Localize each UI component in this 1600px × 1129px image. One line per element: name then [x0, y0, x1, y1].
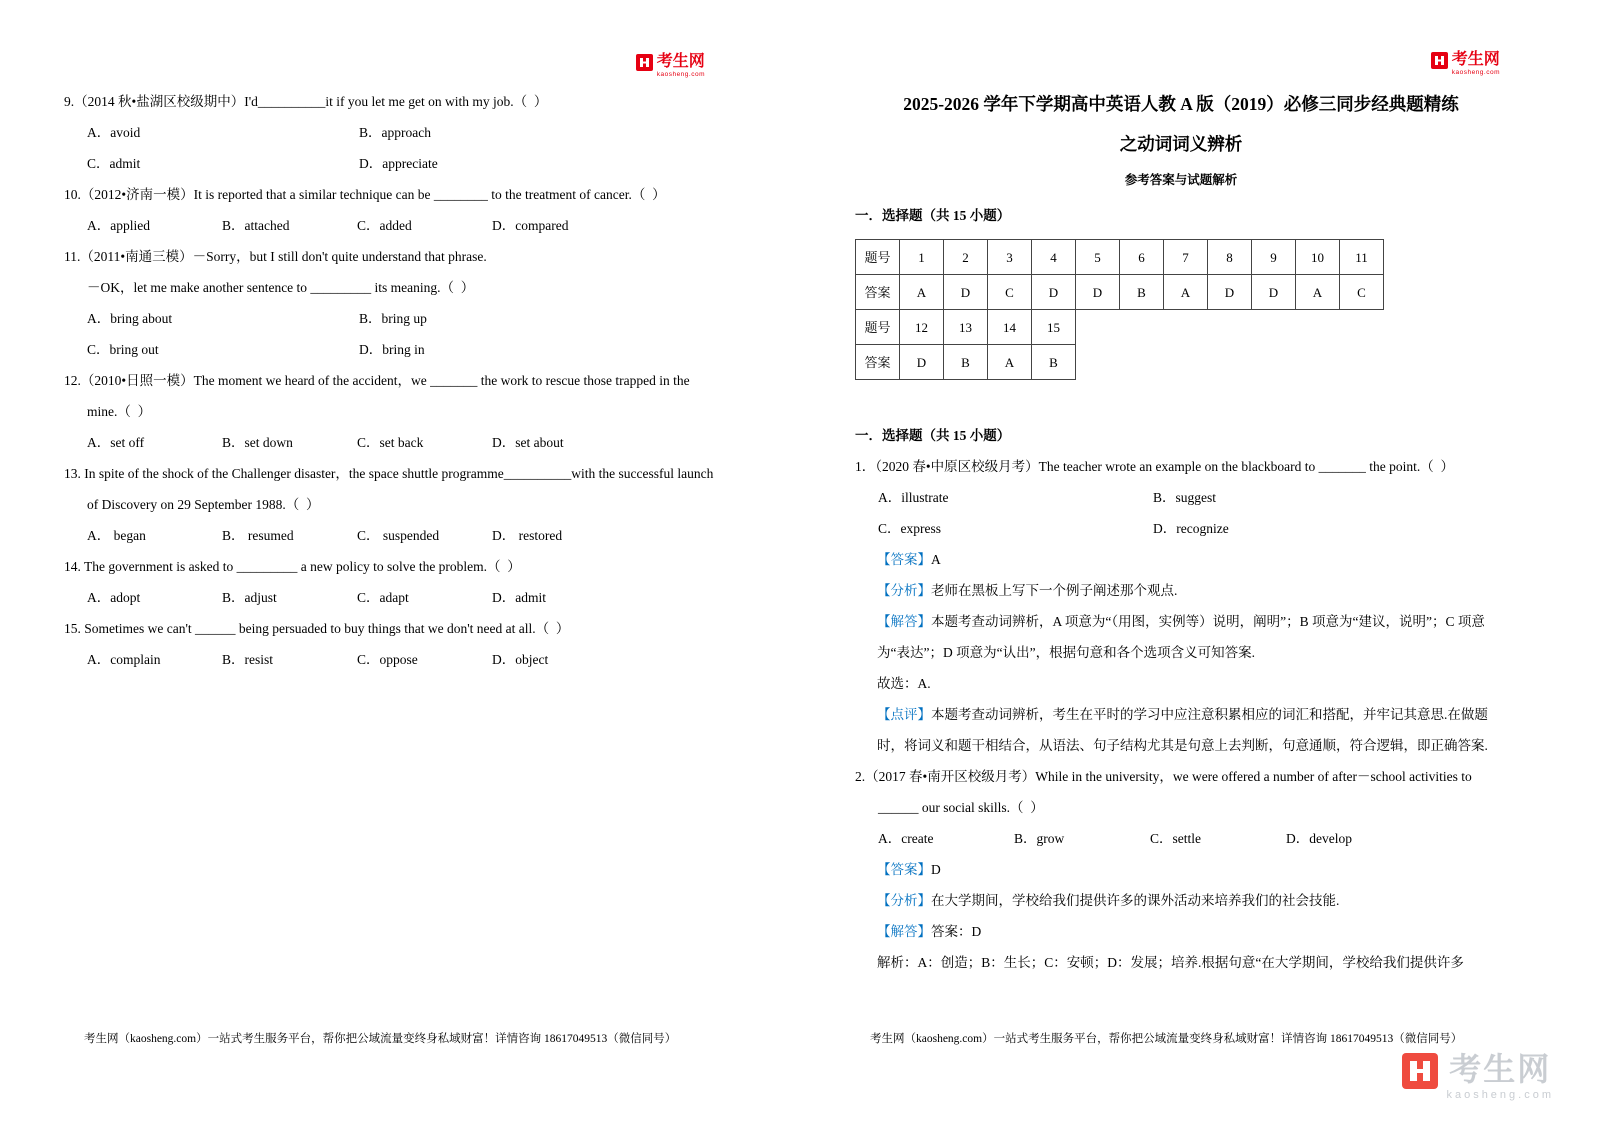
- question-text: 2.（2017 春•南开区校级月考）While in the university，we were offered a number of after－school activities to ______ our social skills.（ ）: [855, 769, 1476, 815]
- question-options: [64, 210, 716, 241]
- option-a: A．adopt: [87, 590, 141, 605]
- question-options: [64, 334, 716, 365]
- option-d: D．appreciate: [359, 156, 438, 171]
- answer-table-2: [855, 309, 1076, 380]
- left-page-content: [64, 86, 716, 675]
- question-options: [64, 117, 716, 148]
- question-text: 11.（2011•南通三模）－Sorry，but I still don't quite understand that phrase.: [64, 249, 487, 264]
- kaosheng-watermark-icon: [1402, 1053, 1438, 1089]
- answer-label: 【答案】: [877, 552, 931, 567]
- page-right: [800, 0, 1600, 1129]
- option-d: D．develop: [1286, 831, 1352, 846]
- option-d: D． restored: [492, 528, 563, 543]
- answer-table-cell: 题号: [856, 240, 900, 275]
- answer-table-cell: 14: [988, 310, 1032, 345]
- answer-table-cell: D: [1076, 275, 1120, 310]
- question-options: [64, 303, 716, 334]
- question-options: [64, 427, 716, 458]
- answer-table-cell: 12: [900, 310, 944, 345]
- answer-table-cell: A: [988, 345, 1032, 380]
- question-2: [855, 761, 1507, 978]
- answer-table-cell: 9: [1252, 240, 1296, 275]
- solution-line: [855, 606, 1507, 668]
- option-b: B．suggest: [1153, 490, 1217, 505]
- option-d: D．bring in: [359, 342, 425, 357]
- option-a: A．complain: [87, 652, 161, 667]
- analysis-text: 在大学期间，学校给我们提供许多的课外活动来培养我们的社会技能.: [931, 893, 1340, 908]
- kaosheng-watermark: [1402, 1053, 1554, 1101]
- question-options: [855, 823, 1507, 854]
- logo-text: 考生网: [1451, 51, 1500, 68]
- logo-domain: kaosheng.com: [1451, 69, 1500, 76]
- answer-line: [855, 544, 1507, 575]
- answer-table-cell: 10: [1296, 240, 1340, 275]
- question-text: 13. In spite of the shock of the Challenger disaster，the space shuttle programme__________with the successful launch of Discovery on 29 September 1988.（ ）: [64, 466, 717, 512]
- question-14: [64, 551, 716, 613]
- option-b: B．adjust: [222, 590, 277, 605]
- document-title-line2: 之动词词义辨析: [1119, 134, 1243, 154]
- option-d: D．set about: [492, 435, 564, 450]
- answer-table-cell: C: [988, 275, 1032, 310]
- option-c: C． suspended: [357, 528, 440, 543]
- question-9: [64, 86, 716, 179]
- solution-label: 【解答】: [877, 924, 931, 939]
- section-heading-1: 一．选择题（共 15 小题）: [855, 208, 1011, 223]
- answer-table-cell: 1: [900, 240, 944, 275]
- option-b: B．grow: [1014, 831, 1065, 846]
- solution-label: 【解答】: [877, 614, 931, 629]
- solution-tail: 解析：A：创造；B：生长；C：安顿；D：发展；培养.根据句意“在大学期间，学校给我们提供许多: [877, 955, 1464, 970]
- right-page-content: [855, 84, 1507, 978]
- question-text: 1．（2020 春•中原区校级月考）The teacher wrote an example on the blackboard to _______ the point.（ ）: [855, 459, 1454, 474]
- question-12: [64, 365, 716, 458]
- answer-table-cell: 4: [1032, 240, 1076, 275]
- option-b: B．set down: [222, 435, 293, 450]
- solution-tail: 故选：A.: [877, 676, 931, 691]
- option-c: C．bring out: [87, 342, 159, 357]
- comment-label: 【点评】: [877, 707, 931, 722]
- question-1: [855, 451, 1507, 761]
- watermark-brand-name: 考生网: [1449, 1051, 1552, 1088]
- logo-domain: kaosheng.com: [656, 71, 705, 78]
- watermark-text: [1446, 1053, 1554, 1101]
- watermark-brand-domain: kaosheng.com: [1446, 1089, 1554, 1101]
- page-footer: 考生网（kaosheng.com）一站式考生服务平台，帮你把公域流量变终身私域财富！详情咨询 18617049513（微信同号）: [84, 1033, 677, 1045]
- answer-table-cell: D: [944, 275, 988, 310]
- question-options: [64, 520, 716, 551]
- question-text: 10.（2012•济南一模）It is reported that a similar technique can be ________ to the treatment of cancer.（ ）: [64, 187, 666, 202]
- answer-table-cell: 题号: [856, 310, 900, 345]
- option-a: A．bring about: [87, 311, 173, 326]
- answer-table-row: [856, 240, 1384, 275]
- option-d: D．admit: [492, 590, 546, 605]
- option-c: C．set back: [357, 435, 424, 450]
- kaosheng-logo-icon: [1431, 52, 1448, 69]
- option-c: C．added: [357, 218, 412, 233]
- option-b: B．attached: [222, 218, 290, 233]
- analysis-line: [855, 885, 1507, 916]
- solution-line: [855, 916, 1507, 947]
- answer-table-cell: B: [1032, 345, 1076, 380]
- option-a: A．applied: [87, 218, 150, 233]
- option-b: B．bring up: [359, 311, 427, 326]
- option-a: A．set off: [87, 435, 145, 450]
- option-c: C．express: [878, 521, 941, 536]
- answer-table-cell: D: [1208, 275, 1252, 310]
- question-15: [64, 613, 716, 675]
- answer-table-cell: 6: [1120, 240, 1164, 275]
- option-a: A． began: [87, 528, 146, 543]
- option-b: B．resist: [222, 652, 274, 667]
- question-text: 9.（2014 秋•盐湖区校级期中）I'd__________it if you let me get on with my job.（ ）: [64, 94, 548, 109]
- logo-text: 考生网: [656, 53, 705, 70]
- option-d: D．object: [492, 652, 549, 667]
- analysis-label: 【分析】: [877, 583, 931, 598]
- comment-text: 本题考查动词辨析，考生在平时的学习中应注意积累相应的词汇和搭配，并牢记其意思.在做题时，将词义和题干相结合，从语法、句子结构尤其是句意上去判断，句意通顺，符合逻辑，即正确答案.: [877, 707, 1488, 753]
- section-heading-2: 一．选择题（共 15 小题）: [855, 428, 1011, 443]
- analysis-label: 【分析】: [877, 893, 931, 908]
- kaosheng-logo: [636, 54, 705, 79]
- answer-table-cell: 5: [1076, 240, 1120, 275]
- option-a: A．create: [878, 831, 934, 846]
- question-text: 14. The government is asked to _________ a new policy to solve the problem.（ ）: [64, 559, 521, 574]
- answer-table-cell: 2: [944, 240, 988, 275]
- question-options: [855, 513, 1507, 544]
- page-footer: 考生网（kaosheng.com）一站式考生服务平台，帮你把公域流量变终身私域财富！详情咨询 18617049513（微信同号）: [870, 1033, 1463, 1045]
- solution-text: 答案：D: [931, 924, 982, 939]
- answer-table-cell: A: [1296, 275, 1340, 310]
- answer-table-cell: 8: [1208, 240, 1252, 275]
- kaosheng-logo: [1431, 52, 1500, 77]
- question-options: [64, 582, 716, 613]
- answer-table-row: [856, 310, 1076, 345]
- option-a: A．illustrate: [878, 490, 949, 505]
- option-d: D．compared: [492, 218, 569, 233]
- kaosheng-logo-icon: [636, 54, 653, 71]
- answer-table-cell: 答案: [856, 345, 900, 380]
- answer-table-cell: 7: [1164, 240, 1208, 275]
- question-text-line2: －OK，let me make another sentence to _________ its meaning.（ ）: [87, 280, 475, 295]
- question-options: [64, 148, 716, 179]
- question-11: [64, 241, 716, 365]
- answer-table-cell: B: [944, 345, 988, 380]
- answer-table-cell: 答案: [856, 275, 900, 310]
- answer-value: A: [931, 552, 941, 567]
- option-a: A．avoid: [87, 125, 141, 140]
- answer-table-cell: 3: [988, 240, 1032, 275]
- question-options: [855, 482, 1507, 513]
- answer-table-cell: C: [1340, 275, 1384, 310]
- answer-table-cell: D: [1032, 275, 1076, 310]
- answer-table-cell: A: [1164, 275, 1208, 310]
- option-c: C．oppose: [357, 652, 418, 667]
- question-text: 12.（2010•日照一模）The moment we heard of the accident，we _______ the work to rescue those trapped in the mine.（ ）: [64, 373, 693, 419]
- answer-value: D: [931, 862, 941, 877]
- answer-table-row: [856, 275, 1384, 310]
- question-text: 15. Sometimes we can't ______ being persuaded to buy things that we don't need at all.（ ）: [64, 621, 570, 636]
- answer-table-cell: D: [900, 345, 944, 380]
- answer-table-row: [856, 345, 1076, 380]
- option-c: C．settle: [1150, 831, 1201, 846]
- answer-table-cell: 15: [1032, 310, 1076, 345]
- document-subtitle: 参考答案与试题解析: [1124, 173, 1238, 187]
- option-c: C．adapt: [357, 590, 409, 605]
- option-b: B．approach: [359, 125, 431, 140]
- answer-table-cell: 13: [944, 310, 988, 345]
- answer-table-cell: B: [1120, 275, 1164, 310]
- answer-table-cell: D: [1252, 275, 1296, 310]
- option-b: B． resumed: [222, 528, 294, 543]
- analysis-text: 老师在黑板上写下一个例子阐述那个观点.: [931, 583, 1178, 598]
- option-c: C．admit: [87, 156, 141, 171]
- analysis-line: [855, 575, 1507, 606]
- answer-table-1: [855, 239, 1384, 310]
- question-10: [64, 179, 716, 241]
- answer-line: [855, 854, 1507, 885]
- solution-text: 本题考查动词辨析，A 项意为“（用图，实例等）说明，阐明”；B 项意为“建议，说明”；C 项意为“表达”；D 项意为“认出”，根据句意和各个选项含义可知答案.: [877, 614, 1485, 660]
- answer-label: 【答案】: [877, 862, 931, 877]
- document-title-line1: 2025-2026 学年下学期高中英语人教 A 版（2019）必修三同步经典题精练: [903, 94, 1459, 114]
- comment-line: [855, 699, 1507, 761]
- option-d: D．recognize: [1153, 521, 1229, 536]
- question-13: [64, 458, 716, 551]
- answer-table-cell: A: [900, 275, 944, 310]
- question-options: [64, 644, 716, 675]
- answer-table-cell: 11: [1340, 240, 1384, 275]
